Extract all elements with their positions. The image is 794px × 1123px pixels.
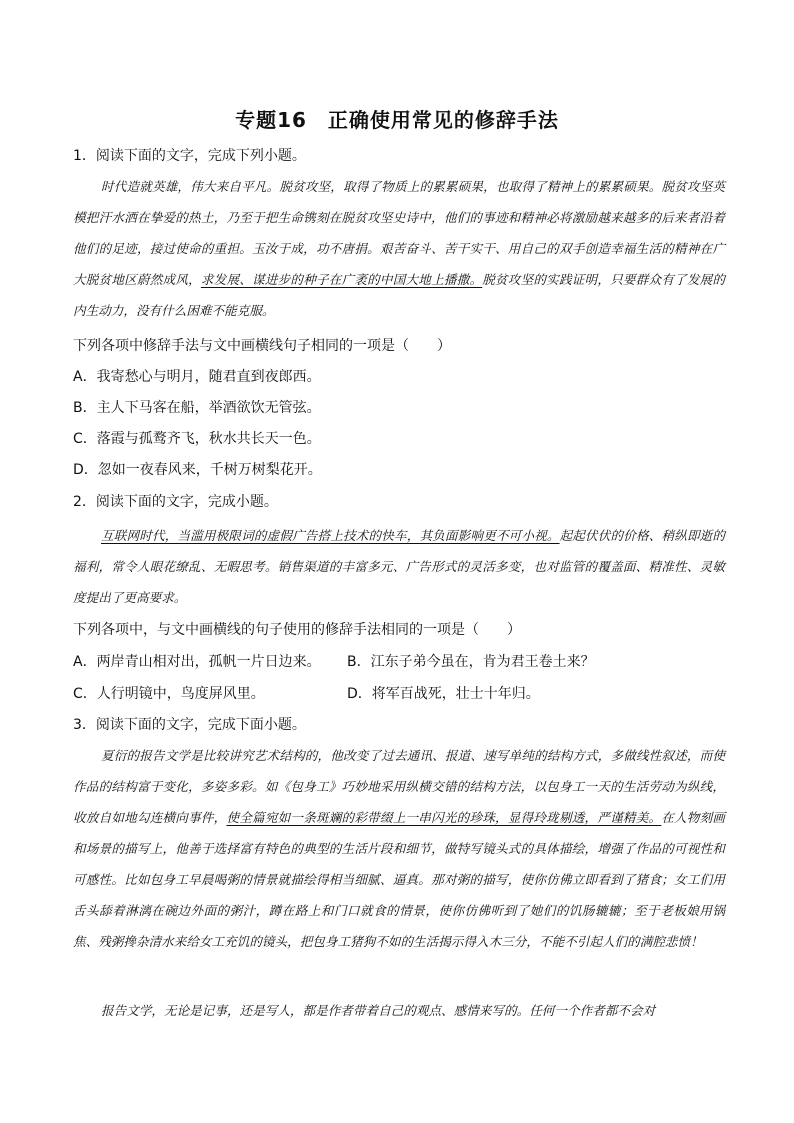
q1-passage-text-b: 脱贫攻坚的实践证明，只要群众有了发展的内生动力，没有什么困难不能克服。: [73, 272, 726, 318]
q1-option-d: D．忽如一夜春风来，千树万树梨花开。: [73, 462, 322, 478]
q2-passage: [73, 520, 725, 613]
q1-passage: [73, 171, 725, 326]
q1-option-b: B．主人下马客在船，举酒欲饮无管弦。: [73, 400, 321, 416]
q3-passage-text-b: 在人物刻画和场景的描写上，他善于选择富有特色的典型的生活片段和细节，做特写镜头式的具体描绘，增强了作品的可视性和可感性。比如包身工早晨喝粥的情景就描绘得相当细腻、逼真。那对粥的描写，使你仿佛立即看到了猪食；女工们用舌头舔着淋漓在碗边外面的粥汁，蹲在路上和门口就食的情景，使你仿佛听到了她们的饥肠辘辘；至于老板娘用锅焦、残粥搀杂清水来给女工充饥的镜头，把包身工猪狗不如的生活揭示得入木三分，不能不引起人们的满腔悲愤！: [73, 810, 726, 949]
q3-passage-paragraph-1: [73, 740, 725, 957]
q3-prompt: 3．阅读下面的文字，完成下面小题。: [73, 717, 306, 733]
q2-stem: 下列各项中，与文中画横线的句子使用的修辞手法相同的一项是（ ）: [73, 622, 521, 638]
q1-stem: 下列各项中修辞手法与文中画横线句子相同的一项是（ ）: [73, 338, 451, 354]
q2-option-d: D．将军百战死，壮士十年归。: [347, 686, 540, 702]
q2-underlined-sentence: 互联网时代，当滥用极限词的虚假广告搭上技术的快车，其负面影响更不可小视。: [101, 528, 560, 543]
q2-option-c: C．人行明镜中，鸟度屏风里。: [73, 686, 265, 702]
q1-option-a: A．我寄愁心与明月，随君直到夜郎西。: [73, 369, 321, 385]
q3-passage-text-a: 夏衍的报告文学是比较讲究艺术结构的，他改变了过去通讯、报道、速写单纯的结构方式，多做线性叙述，而使作品的结构富于变化，多姿多彩。如《包身工》巧妙地采用纵横交错的结构方法，以包身工一天的生活劳动为纵线，收放自如地勾连横向事件，: [73, 748, 725, 825]
q2-passage-text: 起起伏伏的价格、稍纵即逝的福利，常令人眼花缭乱、无暇思考。销售渠道的丰富多元、广告形式的灵活多变，也对监管的覆盖面、精准性、灵敏度提出了更高要求。: [73, 528, 726, 605]
q2-option-b: B．江东子弟今虽在，肯为君王卷土来？: [347, 654, 595, 670]
q1-option-c: C．落霞与孤鹜齐飞，秋水共长天一色。: [73, 431, 321, 447]
page-title: 专题16 正确使用常见的修辞手法: [235, 108, 559, 132]
q3-underlined-sentence: 使全篇宛如一条斑斓的彩带缀上一串闪光的珍珠，显得玲珑剔透，严谨精美。: [226, 810, 662, 825]
q1-prompt: 1．阅读下面的文字，完成下列小题。: [73, 148, 306, 164]
q3-passage-paragraph-2: 报告文学，无论是记事，还是写人，都是作者带着自己的观点、感情来写的。任何一个作者都不会对: [101, 1003, 656, 1018]
q1-passage-text-a: 时代造就英雄，伟大来自平凡。脱贫攻坚，取得了物质上的累累硕果，也取得了精神上的累累硕果。脱贫攻坚英模把汗水洒在挚爱的热土，乃至于把生命镌刻在脱贫攻坚史诗中，他们的事迹和精神必将激励越来越多的后来者沿着他们的足迹，接过使命的重担。玉汝于成，功不唐捐。艰苦奋斗、苦干实干、用自己的双手创造幸福生活的精神在广大脱贫地区蔚然成风，: [73, 179, 725, 287]
q2-prompt: 2．阅读下面的文字，完成小题。: [73, 494, 278, 510]
q1-underlined-sentence: 求发展、谋进步的种子在广袤的中国大地上播撒。: [200, 272, 483, 287]
q2-option-a: A．两岸青山相对出，孤帆一片日边来。: [73, 654, 321, 670]
